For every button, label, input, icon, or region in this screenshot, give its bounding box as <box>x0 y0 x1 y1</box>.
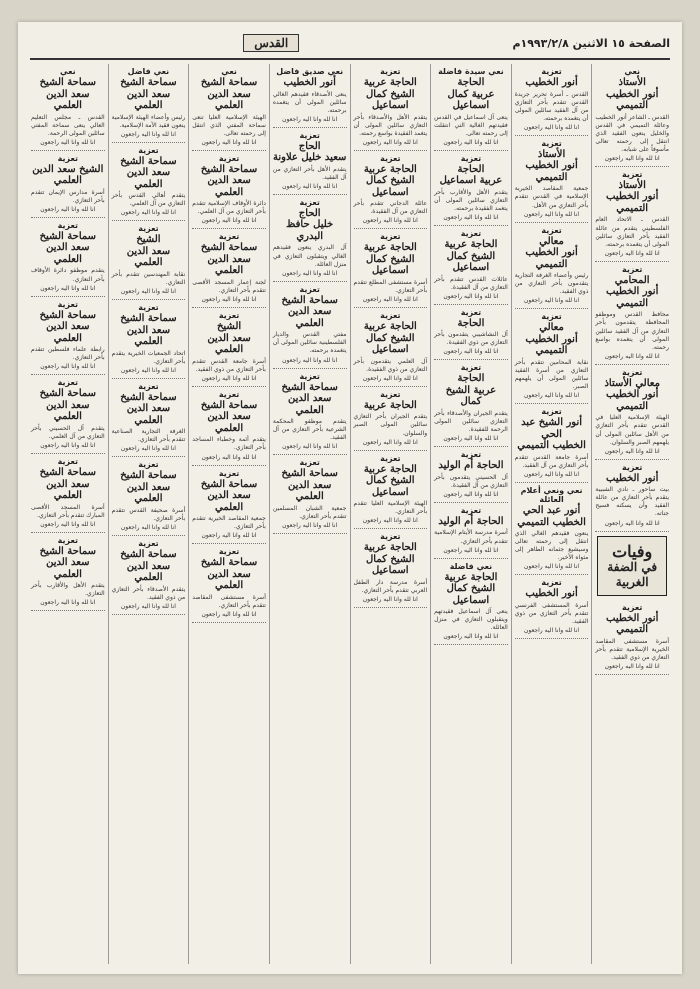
notice-kicker: تعزية <box>380 453 401 463</box>
obituary-notice <box>595 167 669 262</box>
notice-name: سماحة الشيخ سعد الدين العلمي <box>39 309 97 344</box>
notice-closing: انا لله وانا اليه راجعون <box>443 348 499 356</box>
obituary-notice <box>273 195 347 282</box>
notice-body: يتقدم الأهل والأقارب بأحر التعازي سائلين المولى أن يتغمد الفقيدة برحمته. <box>434 188 508 212</box>
notice-closing: انا لله وانا اليه راجعون <box>604 519 660 527</box>
obituary-notice <box>434 64 508 151</box>
notice-body: القدس ـ أسرة تحرير جريدة القدس تتقدم بأحر التعازي من آل الفقيد سائلين المولى أن يتغمده برحمته. <box>514 90 589 122</box>
section-subtitle: في الضفة الغربية <box>607 560 658 589</box>
notice-name: أنور الشيخ عبد الحي الخطيب التميمي <box>517 417 586 452</box>
notice-body: يتقدم الأهل والأقارب بأحر التعازي. <box>31 582 105 598</box>
obituary-notice <box>31 297 105 376</box>
notice-name: الشيخ سعد الدين العلمي <box>32 163 104 187</box>
notice-name: الحاجة عربية كمال اسماعيل <box>447 77 495 111</box>
notice-closing: انا لله وانا اليه راجعون <box>362 517 418 525</box>
notice-kicker: تعزية <box>299 284 320 294</box>
notice-kicker: تعزية <box>460 307 482 317</box>
notice-body: رئيس وأعضاء الغرفة التجارية يتقدمون بأحر التعازي من ذوي الفقيد. <box>514 272 589 296</box>
obituary-notice <box>595 600 669 675</box>
notice-kicker: تعزية <box>218 547 240 557</box>
notice-name: الحاجة عربية الشيخ كمال اسماعيل <box>363 77 417 111</box>
notice-name: سماحة الشيخ سعد الدين العلمي <box>39 467 97 502</box>
notice-name: معالي الأستاذ أنور الخطيب التميمي <box>604 377 660 412</box>
notice-body: آل العلمي يتقدمون بأحر التعازي من ذوي الفقيدة. <box>353 357 428 373</box>
obituary-notice <box>31 533 105 612</box>
notice-kicker: تعزية <box>57 457 78 467</box>
obituary-columns <box>28 64 672 964</box>
obituary-notice <box>434 503 508 559</box>
notice-kicker: تعزية <box>299 197 320 207</box>
obituary-notice <box>112 64 186 143</box>
notice-kicker: تعزية <box>622 169 643 179</box>
notice-closing: انا لله وانا اليه راجعون <box>524 471 580 478</box>
obituary-notice <box>112 143 186 222</box>
obituary-notice <box>515 223 589 310</box>
notice-kicker: تعزية <box>218 153 240 163</box>
notice-closing: انا لله وانا اليه راجعون <box>443 633 499 641</box>
notice-body: أسرة مستشفى المقاصد الخيرية الإسلامية تتقدم بأحر التعازي من ذوي الفقيد. <box>595 637 669 662</box>
notice-closing: انا لله وانا اليه راجعون <box>201 610 257 618</box>
notice-closing: انا لله وانا اليه راجعون <box>362 374 418 382</box>
notice-name: الحاجة عربية الشيخ كمال اسماعيل <box>363 242 417 277</box>
notice-closing: انا لله وانا اليه راجعون <box>120 130 176 138</box>
obituary-notice <box>595 365 669 460</box>
notice-name: الأستاذ أنور الخطيب التميمي <box>606 77 659 111</box>
section-title: وفيات <box>612 541 653 561</box>
notice-kicker: تعزية <box>299 130 320 140</box>
notice-kicker: تعزية <box>138 303 159 313</box>
notice-name: الحاجة عربية الشيخ كمال <box>445 373 497 408</box>
notice-closing: انا لله وانا اليه راجعون <box>604 352 660 360</box>
obituary-notice <box>515 404 589 483</box>
notice-body: الهيئة الإسلامية العليا تتقدم بأحر التعازي. <box>353 500 428 516</box>
notice-closing: انا لله وانا اليه راجعون <box>604 663 660 671</box>
column-1 <box>591 64 672 964</box>
obituary-notice <box>31 454 105 533</box>
notice-body: يتقدم الجيران والأصدقاء بأحر التعازي سائلين المولى الرحمة للفقيدة. <box>434 409 508 434</box>
notice-body: ينعون فقيدهم الغالي الذي انتقل إلى رحمته تعالى وسيشيع جثمانه الطاهر إلى مثواه الأخير. <box>514 530 589 562</box>
notice-closing: انا لله وانا اليه راجعون <box>201 296 257 304</box>
notice-body: أسرة مستشفى المقاصد تتقدم بأحر التعازي. <box>192 593 266 609</box>
notice-kicker: تعزية <box>541 138 562 148</box>
notice-kicker: تعزية <box>622 367 643 377</box>
notice-name: سماحة الشيخ سعد الدين العلمي <box>120 470 177 505</box>
notice-body: عائلات القدس تتقدم بأحر التعازي من آل الفقيدة. <box>434 275 508 291</box>
notice-body: ينعى آل اسماعيل في القدس فقيدتهم الغالية التي انتقلت إلى رحمته تعالى. <box>434 113 508 137</box>
notice-kicker: نعي فاضل <box>127 67 170 76</box>
notice-closing: انا لله وانا اليه راجعون <box>120 524 176 532</box>
notice-kicker: تعزية <box>380 67 401 76</box>
notice-kicker: تعزية <box>138 539 159 549</box>
obituary-notice <box>515 575 589 639</box>
notice-kicker: تعزية <box>299 458 320 468</box>
notice-closing: انا لله وانا اليه راجعون <box>120 445 176 453</box>
notice-closing: انا لله وانا اليه راجعون <box>120 209 176 217</box>
obituary-notice <box>595 262 669 365</box>
notice-closing: انا لله وانا اليه راجعون <box>524 392 580 400</box>
notice-closing: انا لله وانا اليه راجعون <box>201 138 257 146</box>
notice-kicker: نعي <box>60 67 76 76</box>
notice-closing: انا لله وانا اليه راجعون <box>282 115 338 123</box>
notice-name: سماحة الشيخ سعد الدين العلمي <box>120 155 177 190</box>
notice-name: سماحة الشيخ سعد الدين العلمي <box>39 77 97 111</box>
obituary-notice <box>354 308 428 387</box>
notice-kicker: تعزية <box>380 232 401 242</box>
notice-kicker: تعزية <box>57 535 78 545</box>
notice-kicker: تعزية <box>138 224 159 234</box>
notice-body: أسرة مدرسة دار الطفل العربي تتقدم بأحر التعازي. <box>353 578 428 594</box>
notice-kicker: تعزية <box>380 153 401 163</box>
notice-kicker: تعزية <box>57 220 78 230</box>
notice-kicker: نعي <box>221 67 237 76</box>
notice-closing: انا لله وانا اليه راجعون <box>282 443 338 451</box>
notice-body: يتقدم موظفو دائرة الأوقاف بأحر التعازي. <box>31 267 105 283</box>
notice-closing: انا لله وانا اليه راجعون <box>524 627 580 635</box>
notice-closing: انا لله وانا اليه راجعون <box>282 182 338 190</box>
notice-name: معالي أنور الخطيب التميمي <box>525 322 578 357</box>
notice-name: الحاجة <box>457 317 485 329</box>
notice-body: آل الحسيني يتقدمون بأحر التعازي من آل الفقيدة. <box>434 473 508 489</box>
notice-closing: انا لله وانا اليه راجعون <box>604 154 660 162</box>
obituary-notice <box>112 221 186 300</box>
notice-body: يتقدم موظفو المحكمة الشرعية بأحر التعازي من آل الفقيد. <box>272 418 347 442</box>
obituary-notice <box>192 544 266 623</box>
notice-closing: انا لله وانا اليه راجعون <box>201 532 257 540</box>
notice-kicker: تعزية <box>299 371 320 381</box>
notice-body: عائلة الدجاني تتقدم بأحر التعازي من آل الفقيدة. <box>353 200 428 216</box>
obituary-notice <box>515 64 589 136</box>
notice-name: أنور الخطيب <box>525 77 578 88</box>
notice-kicker: تعزية <box>622 462 643 472</box>
obituary-notice <box>192 64 266 151</box>
notice-kicker: تعزية <box>57 378 78 388</box>
obituary-notice <box>31 151 105 218</box>
obituary-notice <box>273 64 347 128</box>
obituary-notice <box>192 466 266 545</box>
notice-name: الحاج سعيد خليل علاونة <box>272 140 347 164</box>
notice-kicker: تعزية <box>541 407 562 417</box>
obituary-notice <box>354 451 428 530</box>
notice-name: الحاجة عربية الشيخ كمال اسماعيل <box>444 239 498 274</box>
notice-closing: انا لله وانا اليه راجعون <box>120 288 176 296</box>
notice-body: رئيس وأعضاء الهيئة الإسلامية ينعون فقيد الأمة الإسلامية. <box>111 113 186 129</box>
notice-body: ينعى آل اسماعيل فقيدتهم ويتقبلون التعازي في منزل العائلة. <box>434 608 508 632</box>
notice-kicker: نعي ونعي أعلام العائلة <box>520 486 583 504</box>
notice-kicker: تعزية <box>460 450 482 460</box>
notice-name: سماحة الشيخ سعد الدين العلمي <box>120 77 177 111</box>
notice-closing: انا لله وانا اليه راجعون <box>40 520 96 528</box>
notice-body: أسرة مدارس الإيمان تتقدم بأحر التعازي. <box>31 188 105 204</box>
notice-name: الحاج خليل حافظ البدري <box>286 207 334 242</box>
notice-name: الحاجة عربية الشيخ كمال اسماعيل <box>363 542 417 577</box>
newspaper-page <box>18 22 682 974</box>
obituary-notice <box>273 455 347 534</box>
notice-name: سماحة الشيخ سعد الدين العلمي <box>120 549 177 584</box>
obituary-notice <box>434 559 508 646</box>
notice-kicker: تعزية <box>380 389 401 399</box>
notice-name: الشيخ سعد الدين العلمي <box>207 321 251 356</box>
notice-kicker: نعي فاضلة <box>449 561 493 571</box>
notice-closing: انا لله وانا اليه راجعون <box>443 214 499 222</box>
notice-closing: انا لله وانا اليه راجعون <box>443 292 499 300</box>
notice-name: الحاجة عربية الشيخ كمال اسماعيل <box>444 571 498 606</box>
notice-closing: انا لله وانا اليه راجعون <box>443 490 499 498</box>
notice-name: أنور عبد الحي الخطيب التميمي <box>517 505 586 528</box>
notice-kicker: تعزية <box>57 299 78 309</box>
notice-body: جمعية المقاصد الخيرية الإسلامية في القدس تتقدم بأحر التعازي من الأهل. <box>514 185 589 209</box>
notice-kicker: تعزية <box>460 363 482 373</box>
obituary-notice <box>434 151 508 226</box>
obituary-notice <box>515 136 589 223</box>
notice-name: الحاجة عربية الشيخ كمال اسماعيل <box>363 321 417 356</box>
notice-body: القدس ـ مجلس التعليم العالي ينعى سماحة المفتي سائلين المولى الرحمة. <box>31 113 105 137</box>
notice-closing: انا لله وانا اليه راجعون <box>40 363 96 371</box>
notice-kicker: تعزية <box>57 153 78 163</box>
notice-body: القدس ـ الشاعر أنور الخطيب وعائلة التميمي في القدس والخليل ينعون الفقيد الذي انتقل إلى رحمته تعالى مأسوفاً على شبابه. <box>595 113 669 153</box>
notice-name: الحاجة عربية <box>363 399 417 411</box>
newspaper-logo: القدس <box>243 34 299 52</box>
notice-closing: انا لله وانا اليه راجعون <box>282 269 338 277</box>
notice-body: الهيئة الإسلامية العليا تنعى سماحة المفتي الذي انتقل إلى رحمته تعالى. <box>192 113 266 137</box>
notice-name: الحاجة عربية اسماعيل <box>439 163 503 187</box>
obituary-notice <box>31 64 105 151</box>
notice-body: يتقدم أئمة وخطباء المساجد بأحر التعازي. <box>192 436 266 452</box>
masthead <box>30 28 670 60</box>
notice-name: أنور الخطيب <box>606 472 659 484</box>
notice-kicker: تعزية <box>380 532 401 542</box>
notice-name: سماحة الشيخ سعد الدين العلمي <box>200 163 258 198</box>
obituary-notice <box>31 375 105 454</box>
column-2 <box>511 64 592 964</box>
notice-body: أسرة المستشفى الفرنسي تتقدم بأحر التعازي من ذوي الفقيد. <box>514 601 589 626</box>
notice-kicker: تعزية <box>541 312 562 322</box>
notice-body: لجنة إعمار المسجد الأقصى تتقدم بأحر التعازي. <box>192 278 266 295</box>
obituary-notice <box>434 226 508 305</box>
notice-kicker: تعزية <box>218 468 240 478</box>
notice-kicker: تعزية <box>460 505 482 515</box>
notice-body: مفتي القدس والديار الفلسطينية سائلين المولى أن يتغمده برحمته. <box>272 331 347 355</box>
notice-name: سماحة الشيخ سعد الدين العلمي <box>281 381 338 416</box>
notice-name: معالي أنور الخطيب التميمي <box>525 235 578 270</box>
notice-name: سماحة الشيخ سعد الدين العلمي <box>120 313 177 348</box>
obituary-notice <box>354 64 428 151</box>
obituary-notice <box>273 282 347 369</box>
notice-closing: انا لله وانا اليه راجعون <box>524 123 580 131</box>
notice-closing: انا لله وانا اليه راجعون <box>524 297 580 305</box>
notice-body: يتقدم الأهل بأحر التعازي من آل الفقيد. <box>272 165 347 181</box>
column-8 <box>28 64 108 964</box>
notice-name: الأستاذ أنور الخطيب التميمي <box>606 179 659 214</box>
notice-body: نقابة المهندسين تتقدم بأحر التعازي. <box>111 270 186 286</box>
obituary-notice <box>354 387 428 451</box>
notice-name: الشيخ سعد الدين العلمي <box>126 234 171 269</box>
notice-closing: انا لله وانا اليه راجعون <box>362 296 418 304</box>
obituary-notice <box>112 457 186 536</box>
obituary-notice <box>31 218 105 297</box>
notice-closing: انا لله وانا اليه راجعون <box>201 453 257 461</box>
notice-name: سماحة الشيخ سعد الدين العلمي <box>200 478 258 513</box>
obituary-notice <box>434 447 508 503</box>
notice-closing: انا لله وانا اليه راجعون <box>362 138 418 146</box>
notice-closing: انا لله وانا اليه راجعون <box>282 356 338 364</box>
notice-kicker: تعزية <box>460 229 482 239</box>
notice-kicker: تعزية <box>218 232 240 242</box>
notice-name: سماحة الشيخ سعد الدين العلمي <box>200 77 258 111</box>
obituary-notice <box>595 460 669 532</box>
notice-name: سماحة الشيخ سعد الدين العلمي <box>200 557 258 592</box>
obituary-notice <box>595 64 669 167</box>
notice-closing: انا لله وانا اليه راجعون <box>604 447 660 455</box>
obituary-notice <box>515 309 589 404</box>
notice-closing: انا لله وانا اليه راجعون <box>443 435 499 443</box>
notice-body: الغرفة التجارية الصناعية تتقدم بأحر التعازي. <box>111 428 186 444</box>
notice-name: سماحة الشيخ سعد الدين العلمي <box>39 230 97 265</box>
obituary-notice <box>434 360 508 447</box>
notice-kicker: تعزية <box>138 460 159 470</box>
notice-body: الهيئة الإسلامية العليا في القدس تتقدم بأحر التعازي من الأهل سائلين المولى أن يلهمهم الصبر والسلوان. <box>595 414 669 446</box>
notice-name: أنور الخطيب <box>283 77 336 88</box>
notice-closing: انا لله وانا اليه راجعون <box>40 442 96 450</box>
notice-closing: انا لله وانا اليه راجعون <box>201 217 257 225</box>
notice-kicker: تعزية <box>138 381 159 391</box>
notice-body: أسرة مدرسة الأيتام الإسلامية تتقدم بأحر التعازي. <box>434 529 508 545</box>
notice-closing: انا لله وانا اليه راجعون <box>443 138 499 146</box>
notice-kicker: نعي صديق فاضل <box>276 67 344 76</box>
obituary-notice <box>192 229 266 308</box>
notice-name: الحاجة أم الوليد <box>438 515 504 527</box>
notice-name: الأستاذ أنور الخطيب التميمي <box>525 148 578 183</box>
notice-closing: انا لله وانا اليه راجعون <box>120 602 176 610</box>
notice-body: أسرة مستشفى المطلع تتقدم بأحر التعازي. <box>353 278 428 295</box>
notice-name: الحاجة عربية الشيخ كمال اسماعيل <box>363 163 417 198</box>
notice-kicker: تعزية <box>380 311 401 321</box>
notice-closing: انا لله وانا اليه راجعون <box>362 596 418 603</box>
notice-closing: انا لله وانا اليه راجعون <box>201 374 257 382</box>
notice-kicker: تعزية <box>622 602 643 612</box>
notice-closing: انا لله وانا اليه راجعون <box>604 249 660 257</box>
notice-kicker: تعزية <box>218 311 240 321</box>
notice-kicker: تعزية <box>218 389 240 399</box>
notice-body: نقابة المحامين تتقدم بأحر التعازي من أسرة الفقيد سائلين المولى أن يلهمهم الصبر. <box>514 358 589 391</box>
obituary-notice <box>112 379 186 458</box>
obituary-notice <box>354 529 428 608</box>
notice-body: آل النشاشيبي يتقدمون بأحر التعازي من ذوي الفقيدة. <box>434 331 508 347</box>
notice-body: ينعى الأصدقاء فقيدهم الغالي سائلين المولى أن يتغمده برحمته. <box>272 90 347 114</box>
notice-name: سماحة الشيخ سعد الدين العلمي <box>281 294 338 329</box>
notice-kicker: نعي <box>624 67 640 76</box>
notice-name: سماحة الشيخ سعد الدين العلمي <box>200 242 258 277</box>
notice-body: يتقدم أهالي القدس بأحر التعازي من آل العلمي. <box>111 192 186 208</box>
obituary-notice <box>515 483 589 575</box>
notice-body: أسرة المسجد الأقصى المبارك تتقدم بأحر التعازي. <box>31 503 105 519</box>
notice-name: سماحة الشيخ سعد الدين العلمي <box>39 545 97 580</box>
notice-body: دائرة الأوقاف الإسلامية تتقدم بأحر التعازي من آل العلمي. <box>192 200 266 216</box>
page-date-label: الصفحة ١٥ الاثنين ١٩٩٣/٢/٨م <box>512 36 670 50</box>
section-heading-box <box>597 536 667 596</box>
column-7 <box>108 64 189 964</box>
notice-kicker: تعزية <box>541 225 562 235</box>
notice-kicker: تعزية <box>460 153 482 163</box>
notice-name: المحامي أنور الخطيب التميمي <box>606 274 659 309</box>
notice-body: محافظ القدس وموظفو المحافظة يتقدمون بأحر التعازي من آل الفقيد سائلين المولى أن يتغمده بواسع رحمته. <box>595 311 669 351</box>
notice-closing: انا لله وانا اليه راجعون <box>282 522 338 529</box>
notice-body: يتقدم الأهل والأصدقاء بأحر التعازي سائلين المولى أن يتغمد الفقيدة بواسع رحمته. <box>353 113 428 137</box>
notice-closing: انا لله وانا اليه راجعون <box>40 205 96 213</box>
notice-kicker: تعزية <box>541 578 562 588</box>
obituary-notice <box>112 536 186 615</box>
notice-body: القدس ـ الاتحاد العام الفلسطيني يتقدم من عائلة الفقيد بأحر التعازي سائلين المولى أن يتغمده برحمته. <box>595 216 669 248</box>
obituary-notice <box>354 229 428 308</box>
notice-closing: انا لله وانا اليه راجعون <box>40 284 96 292</box>
column-5 <box>269 64 350 964</box>
notice-body: يتقدم الجيران بأحر التعازي سائلين المولى الصبر والسلوان. <box>353 413 428 437</box>
obituary-notice <box>112 300 186 379</box>
notice-body: آل البدري ينعون فقيدهم الغالي ويتقبلون التعازي في منزل العائلة. <box>272 244 347 268</box>
notice-body: جمعية الشبان المسلمين تتقدم بأحر التعازي. <box>272 504 347 520</box>
notice-name: سماحة الشيخ سعد الدين العلمي <box>39 388 97 423</box>
notice-closing: انا لله وانا اليه راجعون <box>524 563 580 571</box>
notice-kicker: تعزية <box>541 67 562 76</box>
notice-closing: انا لله وانا اليه راجعون <box>524 210 580 218</box>
notice-name: أنور الخطيب <box>525 588 578 600</box>
column-4 <box>350 64 431 964</box>
notice-body: اتحاد الجمعيات الخيرية يتقدم بأحر التعازي. <box>111 349 186 365</box>
notice-closing: انا لله وانا اليه راجعون <box>40 138 96 146</box>
notice-body: جمعية المقاصد الخيرية تتقدم بأحر التعازي. <box>192 515 266 531</box>
notice-closing: انا لله وانا اليه راجعون <box>40 599 96 607</box>
obituary-notice <box>273 369 347 456</box>
notice-closing: انا لله وانا اليه راجعون <box>362 217 418 225</box>
column-6 <box>188 64 269 964</box>
notice-kicker: نعي سيدة فاضلة <box>438 67 504 76</box>
notice-body: أسرة جامعة القدس تتقدم بأحر التعازي من ذوي الفقيد. <box>192 357 266 373</box>
notice-name: الحاجة عربية الشيخ كمال اسماعيل <box>363 463 417 498</box>
obituary-notice <box>192 308 266 387</box>
notice-closing: انا لله وانا اليه راجعون <box>120 366 176 374</box>
notice-body: رابطة علماء فلسطين تتقدم بأحر التعازي. <box>31 346 105 362</box>
notice-closing: انا لله وانا اليه راجعون <box>443 546 499 554</box>
notice-name: أنور الخطيب التميمي <box>606 612 659 636</box>
notice-closing: انا لله وانا اليه راجعون <box>362 438 418 446</box>
notice-body: أسرة صحيفة القدس تتقدم بأحر التعازي. <box>111 506 186 523</box>
obituary-notice <box>354 151 428 230</box>
column-3 <box>430 64 511 964</box>
obituary-notice <box>192 387 266 466</box>
notice-body: يتقدم الأصدقاء بأحر التعازي من ذوي الفقيد. <box>111 585 186 601</box>
notice-name: الحاجة أم الوليد <box>438 460 504 472</box>
notice-body: يتقدم آل الحسيني بأحر التعازي من آل العلمي. <box>31 424 105 440</box>
notice-name: سماحة الشيخ سعد الدين العلمي <box>281 468 338 503</box>
notice-body: أسرة جامعة القدس تتقدم بأحر التعازي من آل الفقيد. <box>514 453 589 469</box>
notice-kicker: تعزية <box>622 264 643 274</box>
obituary-notice <box>192 151 266 230</box>
notice-name: سماحة الشيخ سعد الدين العلمي <box>200 399 258 434</box>
notice-kicker: تعزية <box>138 145 159 155</box>
notice-body: بيت ساحور ـ نادي الشبيبة يتقدم بأحر التعازي من عائلة الفقيد وأن يسكنه فسيح جناته. <box>595 486 669 518</box>
notice-name: سماحة الشيخ سعد الدين العلمي <box>120 391 177 426</box>
obituary-notice <box>434 305 508 361</box>
obituary-notice <box>273 128 347 195</box>
